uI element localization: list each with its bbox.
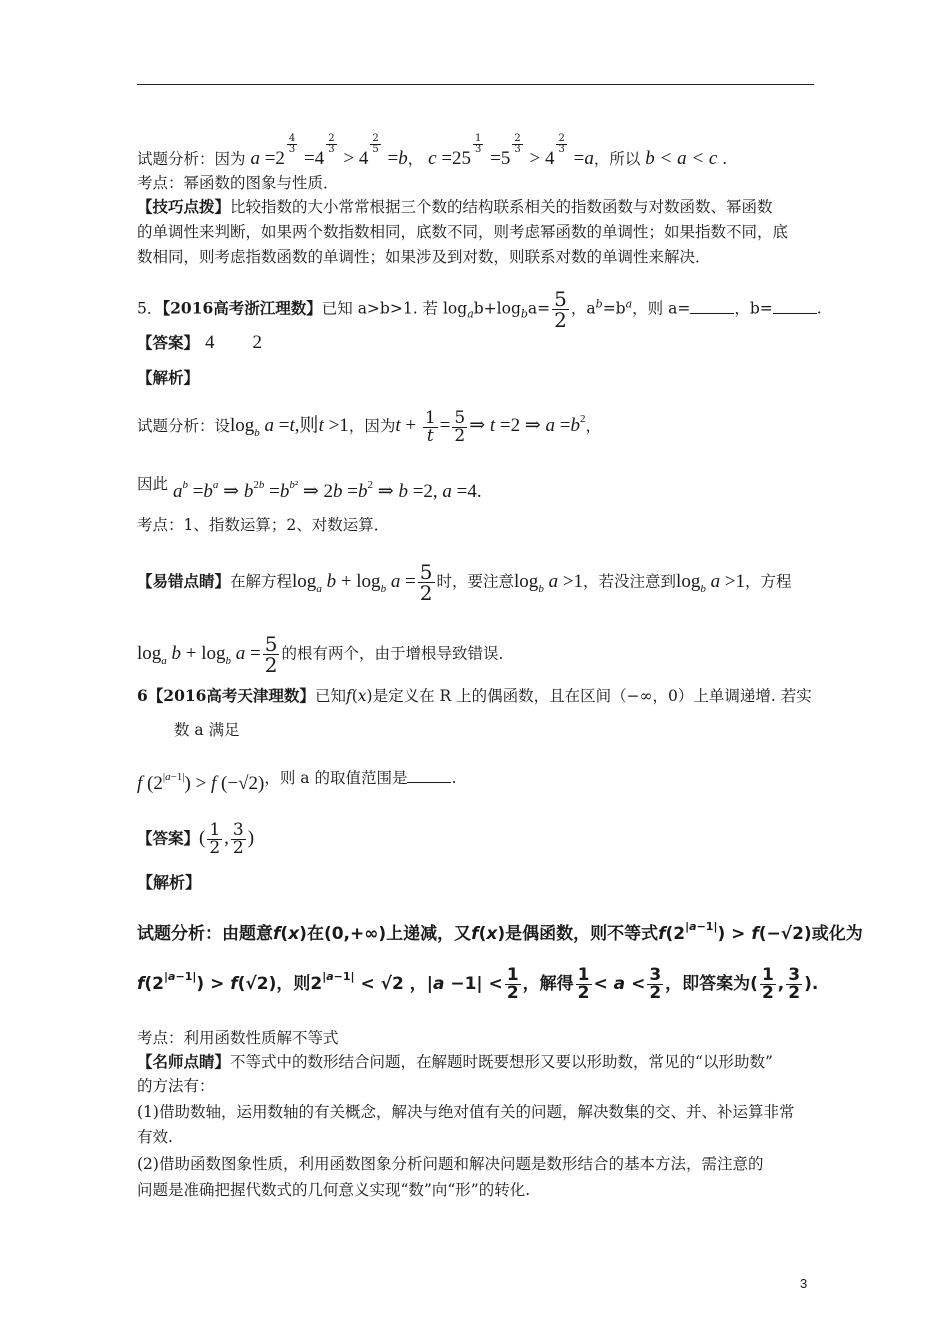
q4-formula-a: a [250,148,260,169]
q6-jiexi: 【解析】 [137,873,202,892]
analysis-label: 试题分析：因为 [137,150,246,168]
q4-tip-line2: 的单调性来判断，如果两个数指数相同，底数不同，则考虑幂函数的单调性；如果指数不同，底 [137,223,789,241]
q5-error-line2: $\log_a b + \log_b a$ = $\frac{5}{2}$ 的根有两个，由于增根导致错误． [137,632,514,677]
q6-text: 是定义在 R 上的偶函数，且在区间（−∞，0）上单调递增. 若实 [372,687,812,705]
tip-text: 比较指数的大小常常根据三个数的结构联系相关的指数函数与对数函数、幂函数 [230,198,773,216]
q6-famous-line5: (2)借助函数图象性质，利用函数图象分析问题和解决问题是数形结合的基本方法，需注意的 [137,1155,764,1173]
q6-famous-line6: 问题是准确把握代数式的几何意义实现“数”向“形”的转化. [137,1181,531,1199]
q5-error-line1: 【易错点睛】在解方程$\log_a b + \log_b a$ = $\frac{5}{2}$ 时，要注意$\log_b a >1$，若没注意到$\log_b a >1$，方程 [137,560,792,605]
error-text: ，方程 [745,572,792,591]
blank-range [407,768,451,783]
q4-formula-c: c [428,148,437,169]
blank-b [773,299,817,314]
q6-famous-line3: (1)借助数轴，运用数轴的有关概念，解决与绝对值有关的问题，解决数集的交、并、补运算非常 [137,1103,795,1121]
q6-question-line1: 6【2016高考天津理数】已知f(x)是定义在 R 上的偶函数，且在区间（−∞，0）上单调递增. 若实 [137,686,812,705]
q5-source: 【2016高考浙江理数】 [162,298,322,318]
q6-analysis-line2: $f(2^{|a-1|}) > f(√2)$，则$2^{|a-1|} < √2$ ，|a −1| < $\frac{1}{2}$ ，解得 $\frac{1}{2}$ < a < $\frac{3}{2}$ ，即答案为( $\frac{1}{2}$ , $\frac{3}{2}$ ). [137,964,819,1003]
answer-label: 【答案】 [137,333,200,352]
q6-source: 6【2016高考天津理数】 [137,686,315,705]
analysis-text: 上递减，又 [386,924,472,944]
error-title: 【易错点睛】 [137,571,231,591]
analysis-label: 试题分析：设 [137,417,231,435]
analysis-text: ，即答案为 [665,974,751,994]
famous-text: 不等式中的数形结合问题，在解题时既要想形又要以形助数，常见的“以形助数” [230,1053,773,1071]
q6-text: 已知 [314,687,346,705]
q5-text: ，a [570,299,596,318]
analysis-text: 在 [306,924,324,944]
q4-analysis-line: 试题分析：因为 a =2 $\frac{4}{3}$ =4 $\frac{2}{3}$ > 4 $\frac{2}{5}$ =b， c =25 $\frac{1}{3}$ =5 $\frac{2}{3}$ > 4 $\frac{2}{3}$ =a，所以 b < a < c . [137,133,728,169]
error-text: 的根有两个，由于增根导致错误． [281,644,514,663]
error-text: 时，要注意 [436,572,515,591]
q5-number: 5． [137,299,163,318]
q6-text: ，则 a 的取值范围是 [264,769,408,787]
analysis-text: 是偶函数，则不等式 [505,924,659,944]
q4-kaodian: 考点：幂函数的图象与性质． [137,174,339,192]
q5-question: 5．【2016高考浙江理数】已知 a>b>1. 若 $\log_ab+\log_ba=$ $\frac{5}{2}$ ，$a^b=b^a$，则 a= ，b= . [137,287,822,332]
answer-label: 【答案】 [137,828,200,848]
q6-famous-line1 [137,1051,773,1073]
q5-text: ，则 a= [632,299,691,318]
q6-question-line3: f $(2^{|a-1|}) > f$ (−√2)，则 a 的取值范围是 . [137,769,457,794]
q6-kaodian: 考点：利用函数性质解不等式 [137,1029,339,1047]
q5-fraction: $\frac{5}{2}$ [554,287,567,332]
q5-text: =b [602,299,626,318]
q5-analysis: 试题分析：设$\log_b a =t$,则t >1，因为t + $\frac{1}{t}$ = $\frac{5}{2}$ ⇒ t =2 ⇒ $a =b^2$， [137,407,602,446]
q6-famous-line4: 有效. [137,1128,173,1146]
tip-title: 【技巧点拨】 [137,197,231,216]
q6-answer: 【答案】( $\frac{1}{2}$ , $\frac{3}{2}$ ) [137,820,255,858]
conclusion-prefix: ，所以 [593,150,641,168]
error-text: 在解方程 [230,572,293,591]
page-number: 3 [800,1276,808,1291]
analysis-text: 试题分析：由题意 [137,924,273,944]
q4-conclusion: b < a < c [645,148,718,169]
q6-famous-line2: 的方法有： [137,1077,215,1095]
famous-title: 【名师点睛】 [137,1052,231,1071]
q5-jiexi: 【解析】 [137,368,200,387]
answer-a: 4 [205,332,215,353]
blank-a [690,299,734,314]
answer-b: 2 [252,332,263,353]
analysis-text: ，解得 [522,974,574,994]
q5-kaodian: 考点：1、指数运算；2、对数运算． [137,516,390,534]
q5-text: 已知 a>b>1. 若 log [321,299,468,318]
q4-tip-line1 [137,196,773,218]
error-text: ，若没注意到 [583,572,677,591]
analysis-text: 或化为 [811,924,863,944]
q5-therefore: 因此 $a^b =b^a$ ⇒ $b^{2b} =b^{b^2}$ ⇒ $2b =b^2$ ⇒ b =2, a =4. [137,475,482,502]
q5-answer [137,332,262,354]
q5-text: ，b= [734,299,773,318]
analysis-text: ，则 [276,974,311,994]
therefore-label: 因此 [137,475,169,493]
q6-analysis-line1: 试题分析：由题意f(x)在(0,+∞)上递减，又f(x)是偶函数，则不等式$f(2^{|a-1|}) > f(-√2)$或化为 [137,920,863,944]
q6-question-line2: 数 a 满足 [174,721,240,739]
q4-tip-line3: 数相同，则考虑指数函数的单调性；如果涉及到对数，则联系对数的单调性来解决． [137,248,711,266]
header-rule [137,84,814,85]
